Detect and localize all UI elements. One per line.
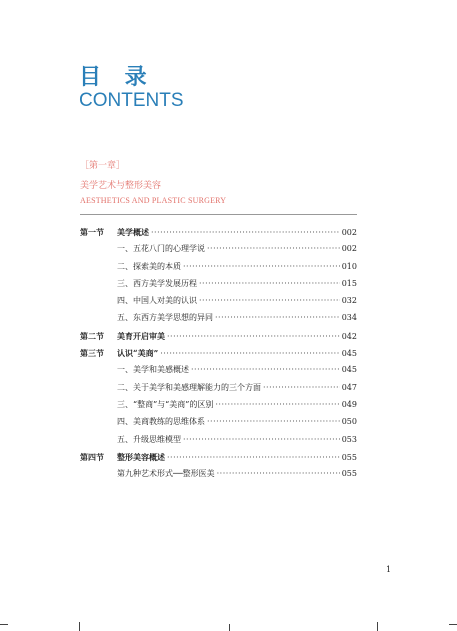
dot-leader bbox=[199, 278, 340, 290]
crop-mark bbox=[377, 622, 378, 631]
toc-entry-title: 五、升级思维模型 bbox=[117, 434, 181, 444]
toc-entry-title: 三、西方美学发展历程 bbox=[117, 278, 197, 288]
crop-mark bbox=[79, 622, 80, 631]
toc-item-row[interactable] bbox=[80, 468, 357, 485]
chapter-english-title: AESTHETICS AND PLASTIC SURGERY bbox=[80, 196, 227, 205]
toc-entry-title: 一、美学和美感概述 bbox=[117, 365, 189, 375]
dot-leader bbox=[215, 399, 339, 411]
chapter-divider bbox=[80, 214, 357, 215]
toc-section-label: 第二节 bbox=[80, 330, 104, 341]
toc-section-row[interactable] bbox=[80, 330, 357, 347]
dot-leader bbox=[207, 416, 340, 428]
toc-page-number: 002 bbox=[341, 228, 357, 237]
toc-entry-title: 认识“美商” bbox=[117, 348, 159, 359]
toc-entry-title: 一、五花八门的心理学说 bbox=[117, 244, 205, 254]
toc-section-label: 第一节 bbox=[80, 227, 104, 237]
toc-page-number: 042 bbox=[341, 331, 357, 341]
toc-section-row[interactable] bbox=[80, 226, 357, 243]
dot-leader bbox=[167, 331, 340, 343]
chapter-number: ［第一章］ bbox=[80, 161, 126, 171]
toc-page-number: 047 bbox=[341, 382, 357, 392]
page-title: 目 录 bbox=[79, 65, 155, 90]
toc-page-number: 049 bbox=[341, 399, 357, 409]
toc-page-number: 050 bbox=[341, 417, 357, 427]
dot-leader bbox=[199, 295, 340, 307]
toc-item-row[interactable] bbox=[80, 295, 357, 312]
toc-item-row[interactable] bbox=[80, 364, 357, 381]
toc-item-row[interactable] bbox=[80, 399, 357, 416]
toc-item-row[interactable] bbox=[80, 278, 357, 295]
toc-entry-title: 整形美容概述 bbox=[117, 451, 165, 462]
crop-mark bbox=[449, 624, 457, 625]
table-of-contents bbox=[80, 226, 357, 485]
toc-page-number: 015 bbox=[341, 278, 357, 288]
toc-item-row[interactable] bbox=[80, 312, 357, 329]
toc-page-number: 045 bbox=[341, 349, 357, 359]
page-number: 1 bbox=[386, 565, 392, 574]
toc-entry-title: 第九种艺术形式──整形医美 bbox=[117, 469, 215, 479]
crop-mark bbox=[0, 624, 8, 625]
toc-item-row[interactable] bbox=[80, 261, 357, 278]
page-subtitle: CONTENTS bbox=[79, 90, 184, 111]
toc-section-label: 第三节 bbox=[80, 348, 104, 359]
toc-entry-title: 美学概述 bbox=[117, 227, 149, 237]
dot-leader bbox=[183, 261, 340, 273]
toc-item-row[interactable] bbox=[80, 243, 357, 260]
chapter-title: 美学艺术与整形美容 bbox=[80, 181, 162, 191]
toc-item-row[interactable] bbox=[80, 416, 357, 433]
toc-page-number: 045 bbox=[341, 365, 357, 375]
toc-page-number: 010 bbox=[341, 261, 357, 271]
toc-item-row[interactable] bbox=[80, 434, 357, 451]
toc-page-number: 032 bbox=[341, 296, 357, 306]
dot-leader bbox=[160, 348, 340, 360]
dot-leader bbox=[263, 382, 340, 394]
toc-entry-title: 四、中国人对美的认识 bbox=[117, 296, 197, 306]
toc-page-number: 055 bbox=[341, 469, 357, 479]
toc-page-number: 002 bbox=[341, 244, 357, 254]
dot-leader bbox=[217, 468, 340, 480]
dot-leader bbox=[191, 364, 340, 376]
dot-leader bbox=[151, 227, 340, 239]
toc-section-label: 第四节 bbox=[80, 451, 104, 462]
crop-mark bbox=[229, 624, 230, 631]
toc-entry-title: 二、探索美的本质 bbox=[117, 261, 181, 271]
toc-page-number: 055 bbox=[341, 452, 357, 462]
toc-section-row[interactable] bbox=[80, 451, 357, 468]
toc-page-number: 053 bbox=[341, 434, 357, 444]
toc-entry-title: 五、东西方美学思想的异同 bbox=[117, 313, 213, 323]
toc-entry-title: 二、关于美学和美感理解能力的三个方面 bbox=[117, 382, 261, 392]
toc-section-row[interactable] bbox=[80, 347, 357, 364]
toc-item-row[interactable] bbox=[80, 382, 357, 399]
dot-leader bbox=[167, 452, 340, 464]
toc-entry-title: 三、“整商”与“美商”的区别 bbox=[117, 399, 214, 409]
dot-leader bbox=[183, 434, 340, 446]
toc-page-number: 034 bbox=[341, 313, 357, 323]
dot-leader bbox=[207, 243, 340, 255]
toc-entry-title: 美育开启审美 bbox=[117, 330, 165, 341]
dot-leader bbox=[215, 312, 340, 324]
toc-entry-title: 四、美商教练的思维体系 bbox=[117, 417, 205, 427]
